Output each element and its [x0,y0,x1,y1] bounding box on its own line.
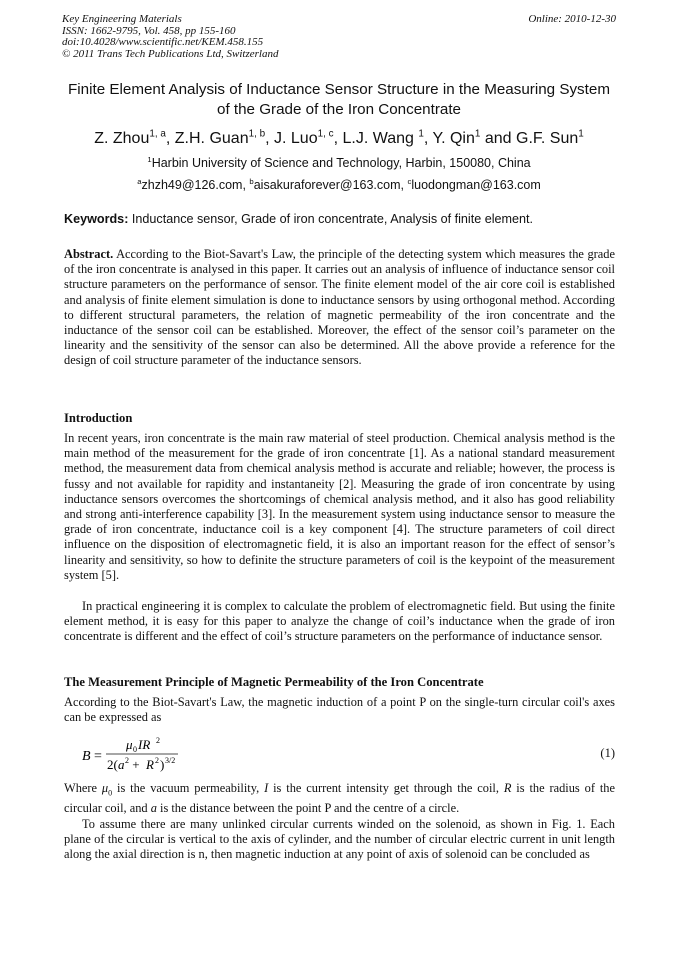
equation-numerator-exponent: 2 [156,736,160,745]
affiliation: $^1$Harbin University of Science and Technology, Harbin, 150080, China [147,154,531,170]
equation-variables-description: Where $\mu_0$ is the vacuum permeability, I is the current intensity get through the coil, R is the radius of the circular coil, and a is the distance between the point P and the centre of a circle. [64,781,615,815]
author: J. Luo$^{1, c}$, [274,128,343,147]
author-list [60,128,618,150]
doi: doi:10.4028/www.scientific.net/KEM.458.155 [62,36,264,48]
email-list: $^a$zhzh49@126.com, $^b$aisakuraforever@163.com, $^c$luodongman@163.com [137,176,541,192]
equation-mu-subscript: 0 [133,745,137,754]
introduction-paragraph-1: In recent years, iron concentrate is the main raw material of steel production. Chemical analysis method is the main method of the measurement for the grade of iron concentrate [1]. As a national standard measurement method, the measurement data from chemical analysis method is accurate and reliable; however, the process is fussy and not available for rapidity and instantaneity [2]. Measuring the grade of iron concentrate by using inductance sensors overcomes the shortcomings of chemical analysis method, and it also has good reliability and strong anti-interference capability [3]. In the measurement system using inductance sensor to measure the grade of iron concentrate, inductance coil is a key component [4]. The structure parameters of coil direct influence on the disposition of electromagnetic field, it is also an important reason for the effect of sensor’s linearity and sensitivity, so how to definite the structure parameters of coil is the keypoint of the measurement system [5]. [64,431,615,582]
issn: ISSN: 1662-9795, Vol. 458, pp 155-160 [62,24,236,37]
equation-denominator-open: 2( [107,757,118,772]
equation-formula [80,736,220,776]
equation-R-exponent: 2 [155,756,159,765]
email[interactable]: $^b$aisakuraforever@163.com [249,176,401,192]
equation-mu: μ [126,737,133,752]
section2-paragraph-3: To assume there are many unlinked circular currents winded on the solenoid, as shown in Fig. 1. Each plane of the circular is vertical to the axis of cylinder, and the number of circular electric current in unit length along the axial direction is n, then magnetic induction at any point of axis of solenoid can be concluded as [64,817,615,862]
equation-lhs: B [82,749,91,764]
abstract: Abstract. According to the Biot-Savart's Law, the principle of the detecting system which measures the grade of the iron concentrate is analysed in this paper. It carries out an analysis of influence of inductance sensor coil structure parameters on the performance of sensor. The finite element model of the air core coil is established and analysis of finite element simulation is done to inductance sensors by using orthogonal method. According to different structural parameters, the relation of magnetic permeability of the iron concentrate and the inductance of the sensor coil can be established. Moreover, the effect of the sensor coil’s parameter on the linearity and the sensitivity of the sensor can also be determined. All the above provide a reference for the design of coil structure parameter of the inductance sensors. [64,247,615,368]
equation-denominator-a: a [118,757,125,772]
equation-plus: + [129,757,143,772]
equation-denominator-R: R [146,757,154,772]
journal-header [62,14,278,60]
abstract-label: Abstract. [64,247,114,261]
keywords-label: Keywords: [64,212,129,226]
introduction-paragraph-2: In practical engineering it is complex to calculate the problem of electromagnetic field. But using the finite element method, it is easy for this paper to analyze the change of coil’s inductance when the grade of iron concentrate is different and the effect of coil’s structure parameters on the performance of inductance sensor. [64,599,615,644]
author: G.F. Sun$^1$ [516,128,584,147]
equation-equals: = [94,749,102,764]
keywords: Keywords: Inductance sensor, Grade of iron concentrate, Analysis of finite element. [64,212,534,226]
equation-denominator-exponent: 3/2 [165,756,176,765]
author: Y. Qin$^1$ and [432,128,516,147]
email[interactable]: $^c$luodongman@163.com [407,176,541,192]
copyright: © 2011 Trans Tech Publications Ltd, Switzerland [62,47,279,60]
equation-numerator: IR [138,737,151,752]
journal-name: Key Engineering Materials [62,13,182,25]
introduction-heading: Introduction [64,411,133,425]
section2-paragraph-1: According to the Biot-Savart's Law, the magnetic induction of a point P on the single-turn circular coil's axes can be expressed as [64,695,615,725]
paper-title: Finite Element Analysis of Inductance Sensor Structure in the Measuring System of the Grade of the Iron Concentrate [68,81,610,118]
equation-1 [80,736,615,776]
author: Z. Zhou$^{1, a}$, [94,128,175,147]
email[interactable]: $^a$zhzh49@126.com [137,176,243,192]
section-heading-measurement-principle: The Measurement Principle of Magnetic Permeability of the Iron Concentrate [64,675,484,689]
online-date: Online: 2010-12-30 [528,13,616,25]
equation-number: (1) [600,746,615,760]
equation-a-exponent: 2 [125,756,129,765]
author: L.J. Wang $^1$, [342,128,433,147]
author: Z.H. Guan$^{1, b}$, [174,128,275,147]
equation-denominator-close: ) [160,757,165,772]
